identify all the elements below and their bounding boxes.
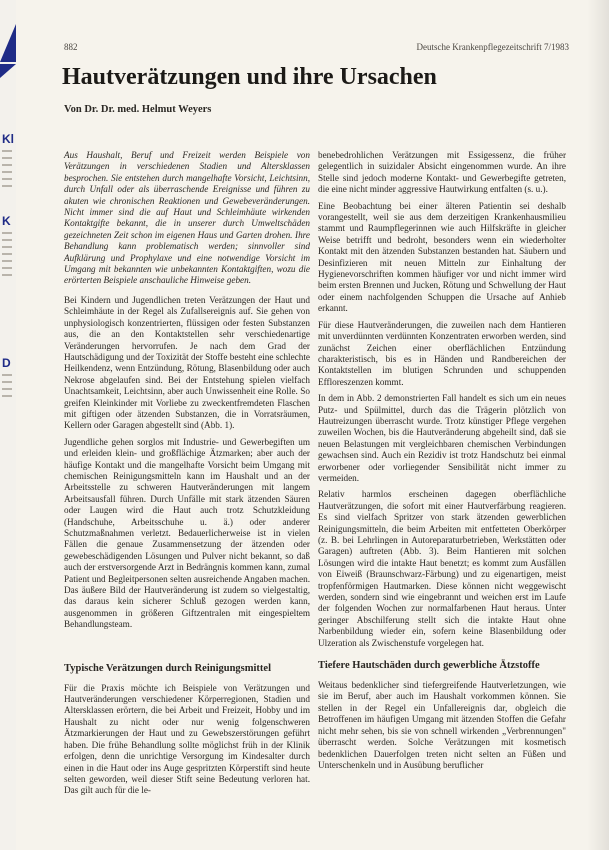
strip-text-lines [2, 374, 12, 402]
body-paragraph: Weitaus bedenklicher sind tiefergreifende Hautverletzungen, wie sie im Beruf, aber auch im Haushalt vorkommen können. Sie stellen in der Regel ein Unfallereignis dar, obgleich die Betroffenen im häufigen Umgang mit ätzenden Stoffen die Gefahr nicht mehr sehen, bis sie von schnell wirkenden „Verbrennungen" überrascht werden. Solche Verätzungen mit kosmetisch bedenklichen Dauerfolgen treten nicht selten an Füßen und Unterschenkeln und in Ausübung beruflicher [318, 680, 566, 770]
article-title: Hautverätzungen und ihre Ursachen [62, 64, 437, 90]
article-lead: Aus Haushalt, Beruf und Freizeit werden Beispiele von Verätzungen in verschiedenen Stadien und Altersklassen besprochen. Sie entstehen durch mangelhafte Vorsicht, Leichtsinn, durch Unfall oder als überraschende Ereignisse und führen zu akuten wie chronischen Reaktionen und Gewebeveränderungen. Nicht immer sind die auf Haut und Schleimhäute wirkenden Kontaktgifte bekannt, die in unserer durch Umweltschäden gezeichneten Zeit schon im eigenen Haus und Garten drohen. Ihre Behandlung kann problematisch werden; sinnvoller sind Aufklärung und Prophylaxe und eine notwendige Vorsicht im Umgang mit bekannten wie unbekannten Kontaktgiften, wozu die erörterten Beispiele anschauliche Hinweise geben. [64, 150, 310, 286]
section-heading: Tiefere Hautschäden durch gewerbliche Ätzstoffe [318, 660, 540, 672]
blue-triangle-mark [0, 64, 16, 78]
body-paragraph: In dem in Abb. 2 demonstrierten Fall handelt es sich um ein neues Putz- und Spülmittel, durch das die Trägerin plötzlich von Hautreizungen überrascht wurde. Trotz künstiger Pflege vergehen zuweilen Wochen, bis die Hautveränderung abgeheilt sind, daß sie neuen Belastungen mit vergleichbaren chemischen Verbindungen gewachsen sind. Auch ein Rezidiv ist trotz Handschutz bei einmal erworbener oder vorliegender Sensibilität nicht immer zu vermeiden. [318, 393, 566, 483]
strip-letter: K [2, 214, 11, 228]
column-spacer [64, 636, 310, 652]
strip-letter: D [2, 356, 11, 370]
strip-text-lines [2, 232, 12, 281]
body-paragraph: Für diese Hautveränderungen, die zuweilen nach dem Hantieren mit unverdünnten verdünnten Konzentraten erworben werden, sind zunächst Zeichen einer oberflächlichen Entzündung charakteristisch, bis es in Händen und Randbereichen der Kontaktstellen im blutigen Schrunden und schuppenden Effloreszenzen kommt. [318, 319, 566, 387]
right-column [318, 150, 566, 776]
body-paragraph: Relativ harmlos erscheinen dagegen oberflächliche Hautverätzungen, die sofort mit einer Hautverfärbung reagieren. Es sind vielfach Spritzer von stark ätzenden gewerblichen Reinigungsmitteln, die beim Arbeiten mit entfetteten Oberkörper (z. B. bei Lehrlingen in Autoreparaturbetrieben, Werkstätten oder Garagen) auftreten (Abb. 3). Beim Hantieren mit solchen Lösungen wird die intakte Haut benetzt; es kommt zum Ausfällen von Eiweiß (Braunschwarz-Färbung) und zu eigenartigen, meist tropfenförmigen Hautmarken. Diese können nicht weggewischt werden, sondern sind wie eingebrannt und weichen erst im Laufe der folgenden Wochen zur normalfarbenen Haut heraus. Unter geringer Abschilferung stellt sich die intakte Haut ohne Narbenbildung wieder ein, sofern keine Blasenbildung oder Ulzeration als Zwischenstufe vorgelegen hat. [318, 489, 566, 648]
body-paragraph: Bei Kindern und Jugendlichen treten Verätzungen der Haut und Schleimhäute in der Regel als Zufallsereignis auf. Sie gehen von unphysiologisch konzentrierten, flüssigen oder festen Substanzen aus, die an den Kontaktstellen sehr verschiedenartige Veränderungen hervorrufen. Je nach dem Grad der Hautschädigung und der Toxizität der Stoffe besteht eine schlechte Heilkendenz, wenn Entzündung, Rötung, Blasenbildung oder auch Nekrose abgelaufen sind. Bei der Entstehung spielen vielfach Unachtsamkeit, Leichtsinn, aber auch Unwissenheit eine Rolle. So greifen Kleinkinder mit Vorliebe zu zweckentfremdeten Flaschen mit giftigen oder ätzenden Substanzen, die in Vorratsräumen, Kellern oder Garagen abgestellt sind (Abb. 1). [64, 294, 310, 431]
strip-letter: Kl [2, 132, 14, 146]
journal-name: Deutsche Krankenpflegezeitschrift 7/1983 [416, 42, 569, 52]
running-header [64, 42, 569, 56]
body-paragraph: Jugendliche gehen sorglos mit Industrie- und Gewerbegiften um und erleiden klein- und großflächige Ätzmarken; aber auch der häufige Kontakt und die mangelhafte Vorsicht beim Umgang mit chemischen Reinigungsmitteln kann im Haushalt und an der Arbeitsstelle zu schweren Hautveränderungen mit langem Arbeitsausfall führen. Durch Unfälle mit stark ätzenden Säuren oder Laugen wird die Haut auch trotz Schutzkleidung (Handschuhe, Arbeitsschuhe u. ä.) oder anderer Schutzmaßnahmen verletzt. Bedauerlicherweise ist in vielen Fällen die genaue Zusammensetzung der ätzenden oder gewebeschädigenden Lösungen und Pulver nicht bekannt, so daß auch der erstversorgende Arzt in Bedrängnis kommen kann, zumal Patient und Begleitpersonen selten ausreichende Angaben machen. Das äußere Bild der Hautveränderung ist zudem so vielgestaltig, das daraus kein sicherer Schluß gezogen werden kann, ausgenommen in größeren Giftzentralen mit eingespieltem Behandlungsteam. [64, 436, 310, 630]
left-column [64, 150, 310, 802]
document-page [16, 0, 609, 850]
body-paragraph: benebedrohlichen Verätzungen mit Essigessenz, die früher gelegentlich in suizidaler Absicht eingenommen wurde. An ihre Stelle sind jedoch moderne Kontakt- und Gewerbegifte getreten, die eine nicht minder aggressive Hautwirkung entfalten (s. u.). [318, 150, 566, 195]
body-paragraph: Für die Praxis möchte ich Beispiele von Verätzungen und Hautveränderungen verschiedener Körperregionen, Stadien und Altersklassen erörtern, die bei Arbeit und Freizeit, Hobby und im Haushalt zu nicht oder nur wenig folgenschweren Ätzmarkierungen der Haut und zu Gewebszerstörungen geführt haben. Die frühe Behandlung sollte möglichst früh in der Klinik erfolgen, denn die unrichtige Versorgung im Kindesalter durch einen in die Haut oder ins Auge gespritzten Körperstift sind heute selten geworden, weil dieser Stift seine Bedeutung verloren hat. Das gilt auch für die le- [64, 682, 310, 796]
article-author: Von Dr. Dr. med. Helmut Weyers [64, 104, 212, 115]
page-gutter-shadow [587, 0, 609, 850]
blue-triangle-mark [0, 24, 16, 62]
strip-text-lines [2, 150, 12, 192]
section-heading: Typische Verätzungen durch Reinigungsmittel [64, 662, 272, 674]
page-number: 882 [64, 42, 78, 52]
adjacent-page-strip [0, 0, 17, 850]
body-paragraph: Eine Beobachtung bei einer älteren Patientin sei deshalb vorangestellt, weil sie aus dem derzeitigen Krankenhausmilieu stammt und Raumpflegerinnen wie auch Hilfskräfte in gleicher Weise betrifft und bedroht, besonders wenn ein wiederholter Kontakt mit den ätzenden Substanzen bestanden hat. Säubern und Desinfizieren mit neuen Mitteln zur Einhaltung der Hygienevorschriften kommen häufiger vor und nicht immer wird beim ersten Brennen und Jucken, Rötung und Schwellung der Haut oder einem nachfolgenden Schuppen die Ursache auf Anhieb erkannt. [318, 200, 566, 314]
